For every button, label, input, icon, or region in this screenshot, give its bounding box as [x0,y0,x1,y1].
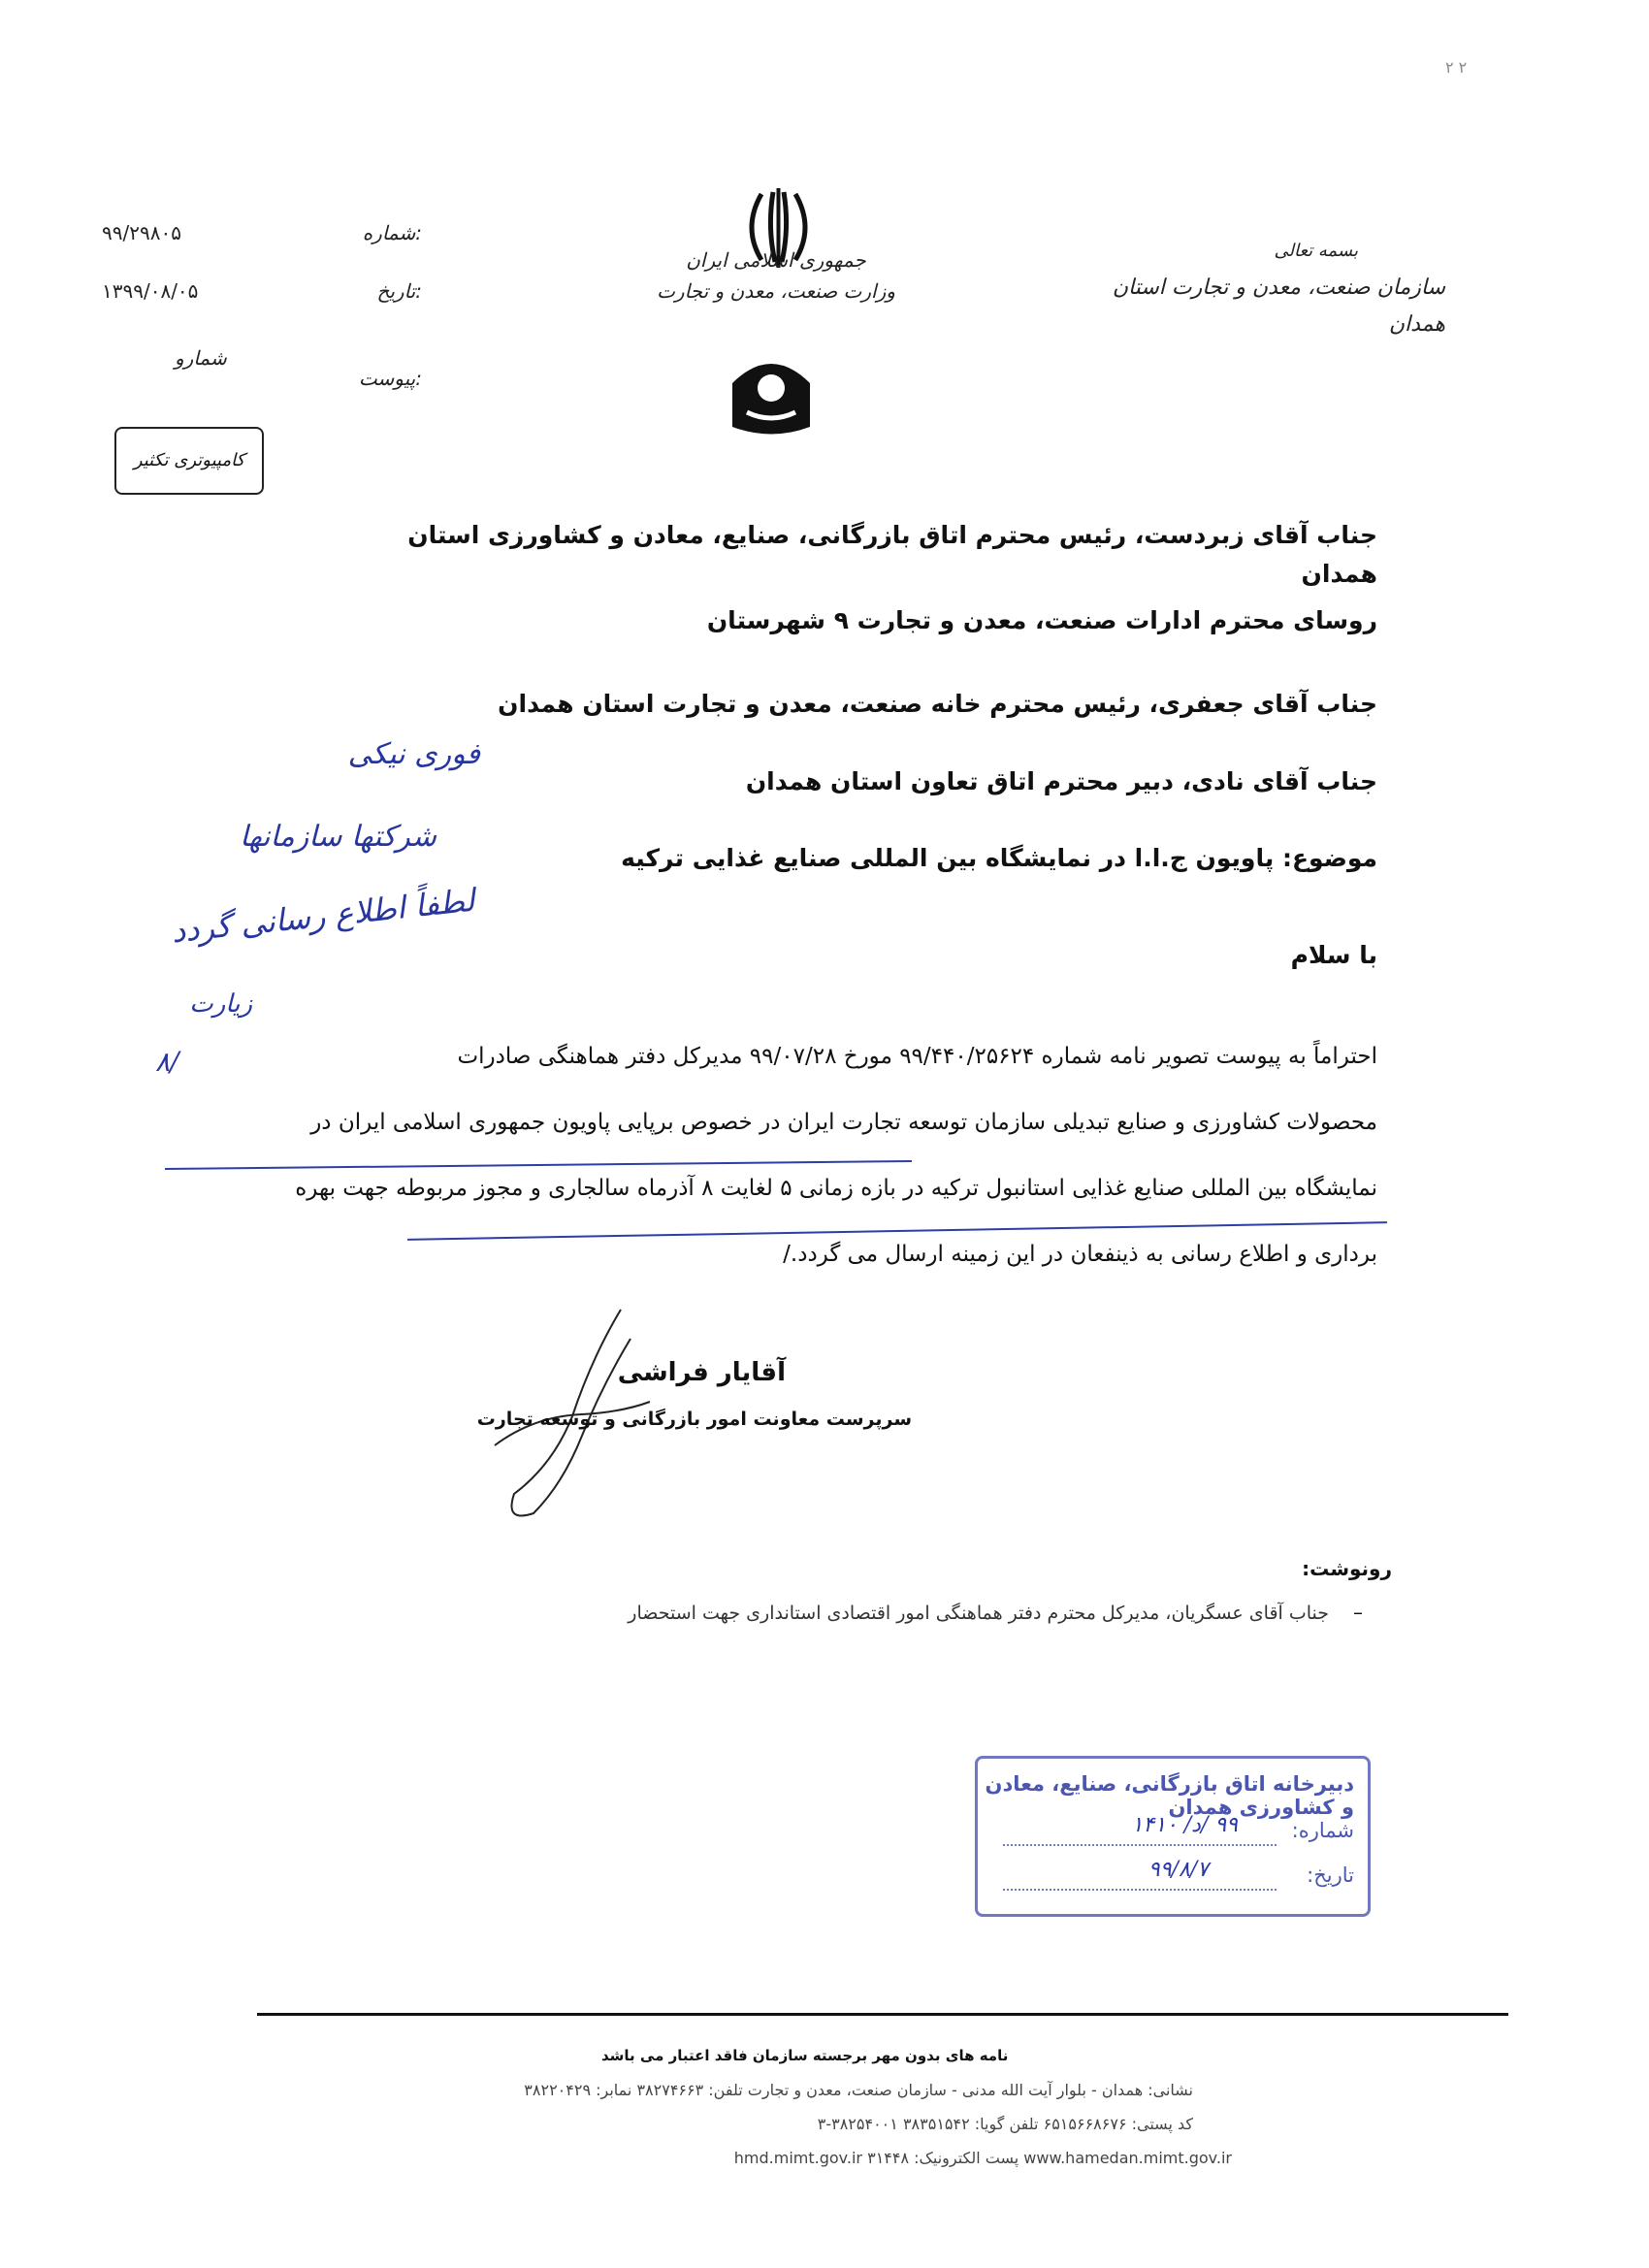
cc-bullet: – [1353,1601,1363,1624]
footer-note: نامه های بدون مهر برجسته سازمان فاقد اعتبار می باشد [601,2047,1009,2064]
receipt-date-row [993,1858,1354,1902]
handwritten-note-line: لطفاً اطلاع رسانی گردد [169,881,477,951]
embossed-seal-icon [718,344,824,446]
letter-number: ۹۹/۲۹۸۰۵ [102,221,181,244]
addressee-line: جناب آقای زبردست، رئیس محترم اتاق بازرگانی، صنایع، معادن و کشاورزی استان همدان [407,521,1377,588]
body-line: محصولات کشاورزی و صنایع تبدیلی سازمان توسعه تجارت ایران در خصوص برپایی پاویون جمهوری اسلامی ایران در [310,1110,1377,1135]
footer-rule [257,2013,1508,2016]
body-line: احتراماً به پیوست تصویر نامه شماره ۹۹/۴۴۰/۲۵۶۲۴ مورخ ۹۹/۰۷/۲۸ مدیرکل دفتر هماهنگی صادرات [457,1044,1377,1069]
greeting: با سلام [1290,941,1377,969]
corner-mark: ۲ ۲ [1445,58,1468,77]
meta-date-row [102,279,422,338]
addressee-line: روسای محترم ادارات صنعت، معدن و تجارت ۹ شهرستان [706,606,1377,634]
addressee-line: جناب آقای نادی، دبیر محترم اتاق تعاون استان همدان [745,767,1377,795]
meta-number-row [102,221,422,279]
cc-item: جناب آقای عسگریان، مدیرکل محترم دفتر هماهنگی امور اقتصادی استانداری جهت استحضار [628,1603,1329,1624]
ministry-heading [621,244,931,307]
subject-line: موضوع: پاویون ج.ا.ا در نمایشگاه بین المللی صنایع غذایی ترکیه [621,844,1377,872]
receipt-stamp [975,1756,1371,1917]
letter-body [262,1023,1377,1287]
addressee-line: جناب آقای جعفری، رئیس محترم خانه صنعت، معدن و تجارت استان همدان [498,690,1377,718]
receipt-stamp-title: دبیرخانه اتاق بازرگانی، صنایع، معادن و کشاورزی همدان [985,1772,1354,1819]
margin-hand-mark: ۸/ [155,1046,179,1078]
organization-heading [1057,233,1445,343]
handwritten-note-line: زیارت [189,989,252,1019]
receipt-number-label: شماره: [1291,1819,1354,1842]
footer-line: کد پستی: ۶۵۱۵۶۶۸۶۷۶ تلفن گویا: ۳۸۳۵۱۵۴۲ ۳۸۲۵۴۰۰۱-۳ [817,2115,1193,2133]
handwritten-note-line: شرکتها سازمانها [240,820,436,854]
receipt-date-label: تاریخ: [1307,1863,1354,1887]
meta-attachment-row [102,367,422,425]
handwritten-note-line: فوری نیکی [347,737,480,771]
body-line: نمایشگاه بین المللی صنایع غذایی استانبول ترکیه در بازه زمانی ۵ لغایت ۸ آذرماه سالجاری و مجوز مربوطه جهت بهره [295,1176,1377,1201]
letter-date: ۱۳۹۹/۰۸/۰۵ [102,279,199,303]
signatory-name: آقایار فراشی [617,1358,786,1387]
org-line: سازمان صنعت، معدن و تجارت استان همدان [1112,275,1445,337]
receipt-number-value: ۹۹ /د/ ۱۴۱۰ [1131,1813,1238,1837]
letter-meta [102,221,422,425]
receipt-date-value: ۹۹/۸/۷ [1148,1858,1209,1882]
body-line: برداری و اطلاع رسانی به ذینفعان در این زمینه ارسال می گردد./ [783,1242,1377,1267]
date-label: تاریخ: [376,279,422,303]
receipt-number-row [993,1813,1354,1858]
signatory-title: سرپرست معاونت امور بازرگانی و توسعه تجارت [476,1409,912,1430]
org-line: بسمه تعالی [1274,241,1358,261]
cc-heading: رونوشت: [1302,1557,1392,1580]
ministry-line: وزارت صنعت، معدن و تجارت [657,279,895,303]
copy-stamp-box: کامپیوتری تکثیر [114,427,264,495]
attachment-label: پیوست: [358,367,422,390]
handwritten-number-label: شمارو [175,346,227,370]
ministry-line: جمهوری اسلامی ایران [686,248,866,272]
footer-line: www.hamedan.mimt.gov.ir پست الکترونیک: hmd.mimt.gov.ir ۳۱۴۴۸ [733,2149,1232,2167]
number-label: شماره: [362,221,422,244]
footer-line: نشانی: همدان - بلوار آیت الله مدنی - سازمان صنعت، معدن و تجارت تلفن: ۳۸۲۷۴۶۶۳ نمابر: ۳۸۲۲۰۴۲۹ [524,2081,1193,2099]
